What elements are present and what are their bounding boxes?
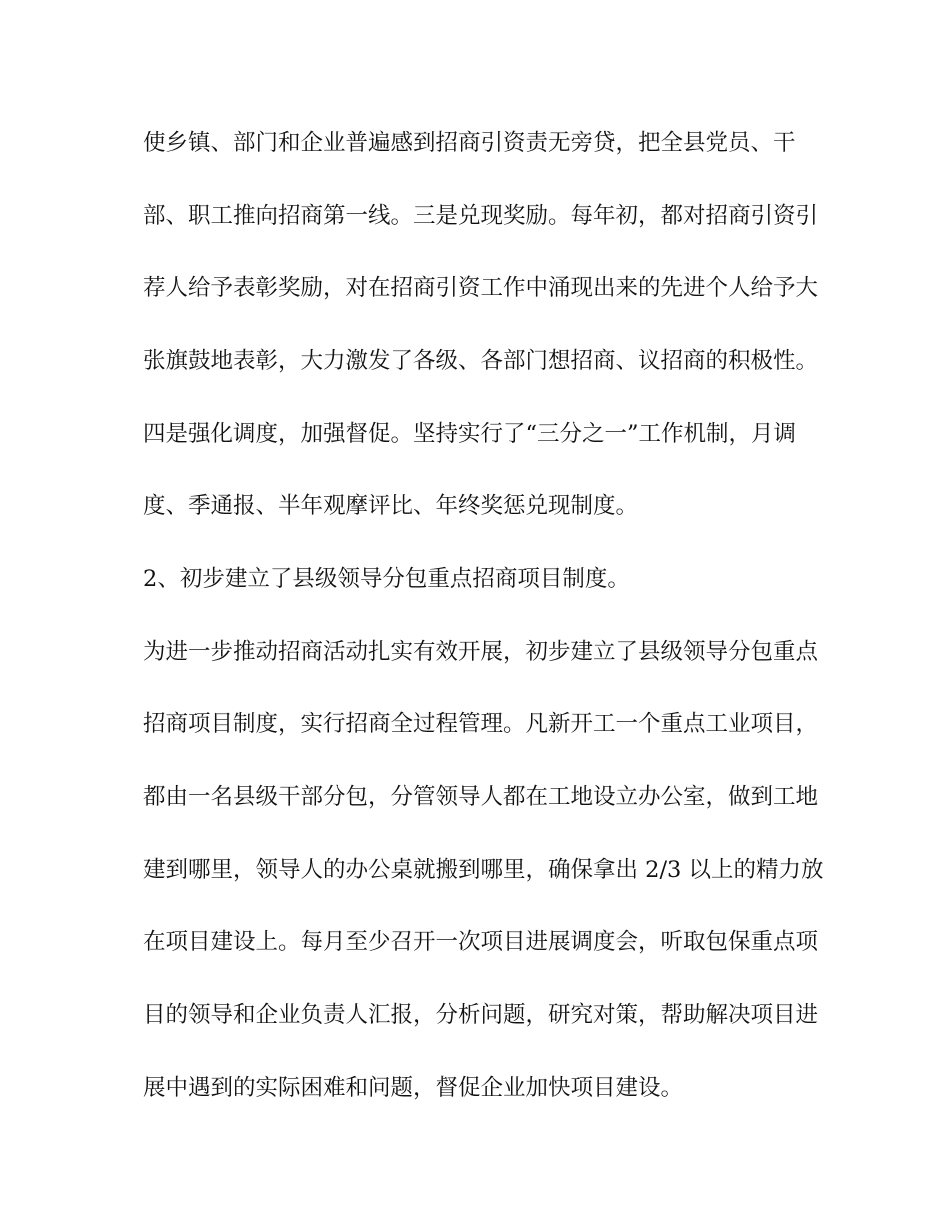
text-line-5: 四是强化调度，加强督促。坚持实行了“三分之一”工作机制，月调	[143, 421, 797, 447]
text-line-4: 张旗鼓地表彰，大力激发了各级、各部门想招商、议招商的积极性。	[143, 348, 819, 374]
text-line-11: 建到哪里，领导人的办公桌就搬到哪里，确保拿出 2/3 以上的精力放	[143, 857, 824, 883]
text-line-6: 度、季通报、半年观摩评比、年终奖惩兑现制度。	[143, 493, 639, 519]
text-line-8: 为进一步推动招商活动扎实有效开展，初步建立了县级领导分包重点	[143, 639, 819, 665]
section-heading: 2、初步建立了县级领导分包重点招商项目制度。	[143, 566, 630, 592]
text-line-2: 部、职工推向招商第一线。三是兑现奖励。每年初，都对招商引资引	[143, 203, 819, 229]
text-line-1: 使乡镇、部门和企业普遍感到招商引资责无旁贷，把全县党员、干	[143, 130, 796, 156]
text-line-3: 荐人给予表彰奖励，对在招商引资工作中涌现出来的先进个人给予大	[143, 275, 819, 301]
text-line-10: 都由一名县级干部分包，分管领导人都在工地设立办公室，做到工地	[143, 784, 819, 810]
text-line-14: 展中遇到的实际困难和问题，督促企业加快项目建设。	[143, 1075, 684, 1101]
text-line-12: 在项目建设上。每月至少召开一次项目进展调度会，听取包保重点项	[143, 929, 819, 955]
text-line-13: 目的领导和企业负责人汇报，分析问题，研究对策，帮助解决项目进	[143, 1002, 819, 1028]
text-line-9: 招商项目制度，实行招商全过程管理。凡新开工一个重点工业项目，	[143, 711, 819, 737]
